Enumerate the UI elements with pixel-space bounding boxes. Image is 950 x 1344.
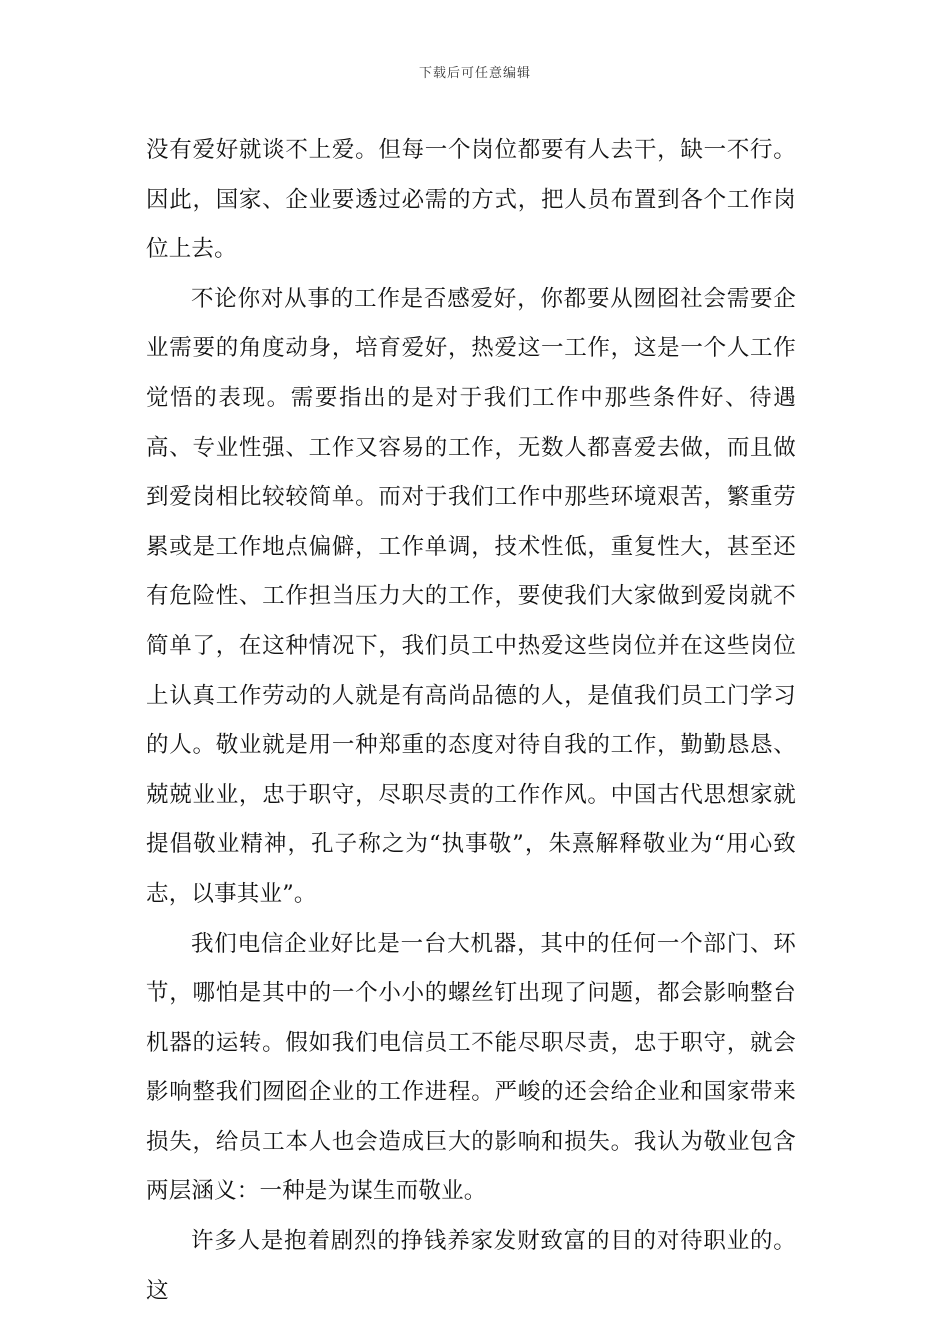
- paragraph: 许多人是抱着剧烈的挣钱养家发财致富的目的对待职业的。这: [146, 1228, 796, 1304]
- paragraph: 我们电信企业好比是一台大机器，其中的任何一个部门、环节，哪怕是其中的一个小小的螺丝钉出现了问题，都会影响整台机器的运转。假如我们电信员工不能尽职尽责，忠于职守，就会影响整我们囫囵企业的工作进程。严峻的还会给企业和国家带来损失，给员工本人也会造成巨大的影响和损失。我认为敬业包含两层涵义：一种是为谋生而敬业。: [146, 930, 796, 1205]
- page-header: 下载后可任意编辑: [418, 66, 531, 81]
- paragraph: 不论你对从事的工作是否感爱好，你都要从囫囵社会需要企业需要的角度动身，培育爱好，热爱这一工作，这是一个人工作觉悟的表现。需要指出的是对于我们工作中那些条件好、待遇高、专业性强、工作又容易的工作，无数人都喜爱去做，而且做到爱岗相比较较简单。而对于我们工作中那些环境艰苦，繁重劳累或是工作地点偏僻，工作单调，技术性低，重复性大，甚至还有危险性、工作担当压力大的工作，要使我们大家做到爱岗就不简单了，在这种情况下，我们员工中热爱这些岗位并在这些岗位上认真工作劳动的人就是有高尚品德的人，是值我们员工门学习的人。敬业就是用一种郑重的态度对待自我的工作，勤勤恳恳、兢兢业业，忠于职守，尽职尽责的工作作风。中国古代思想家就提倡敬业精神，孔子称之为“执事敬”，朱熹解释敬业为“用心致志，以事其业”。: [146, 285, 796, 907]
- document-body: [146, 126, 796, 1316]
- paragraph: 没有爱好就谈不上爱。但每一个岗位都要有人去干，缺一不行。因此，国家、企业要透过必需的方式，把人员布置到各个工作岗位上去。: [146, 137, 796, 263]
